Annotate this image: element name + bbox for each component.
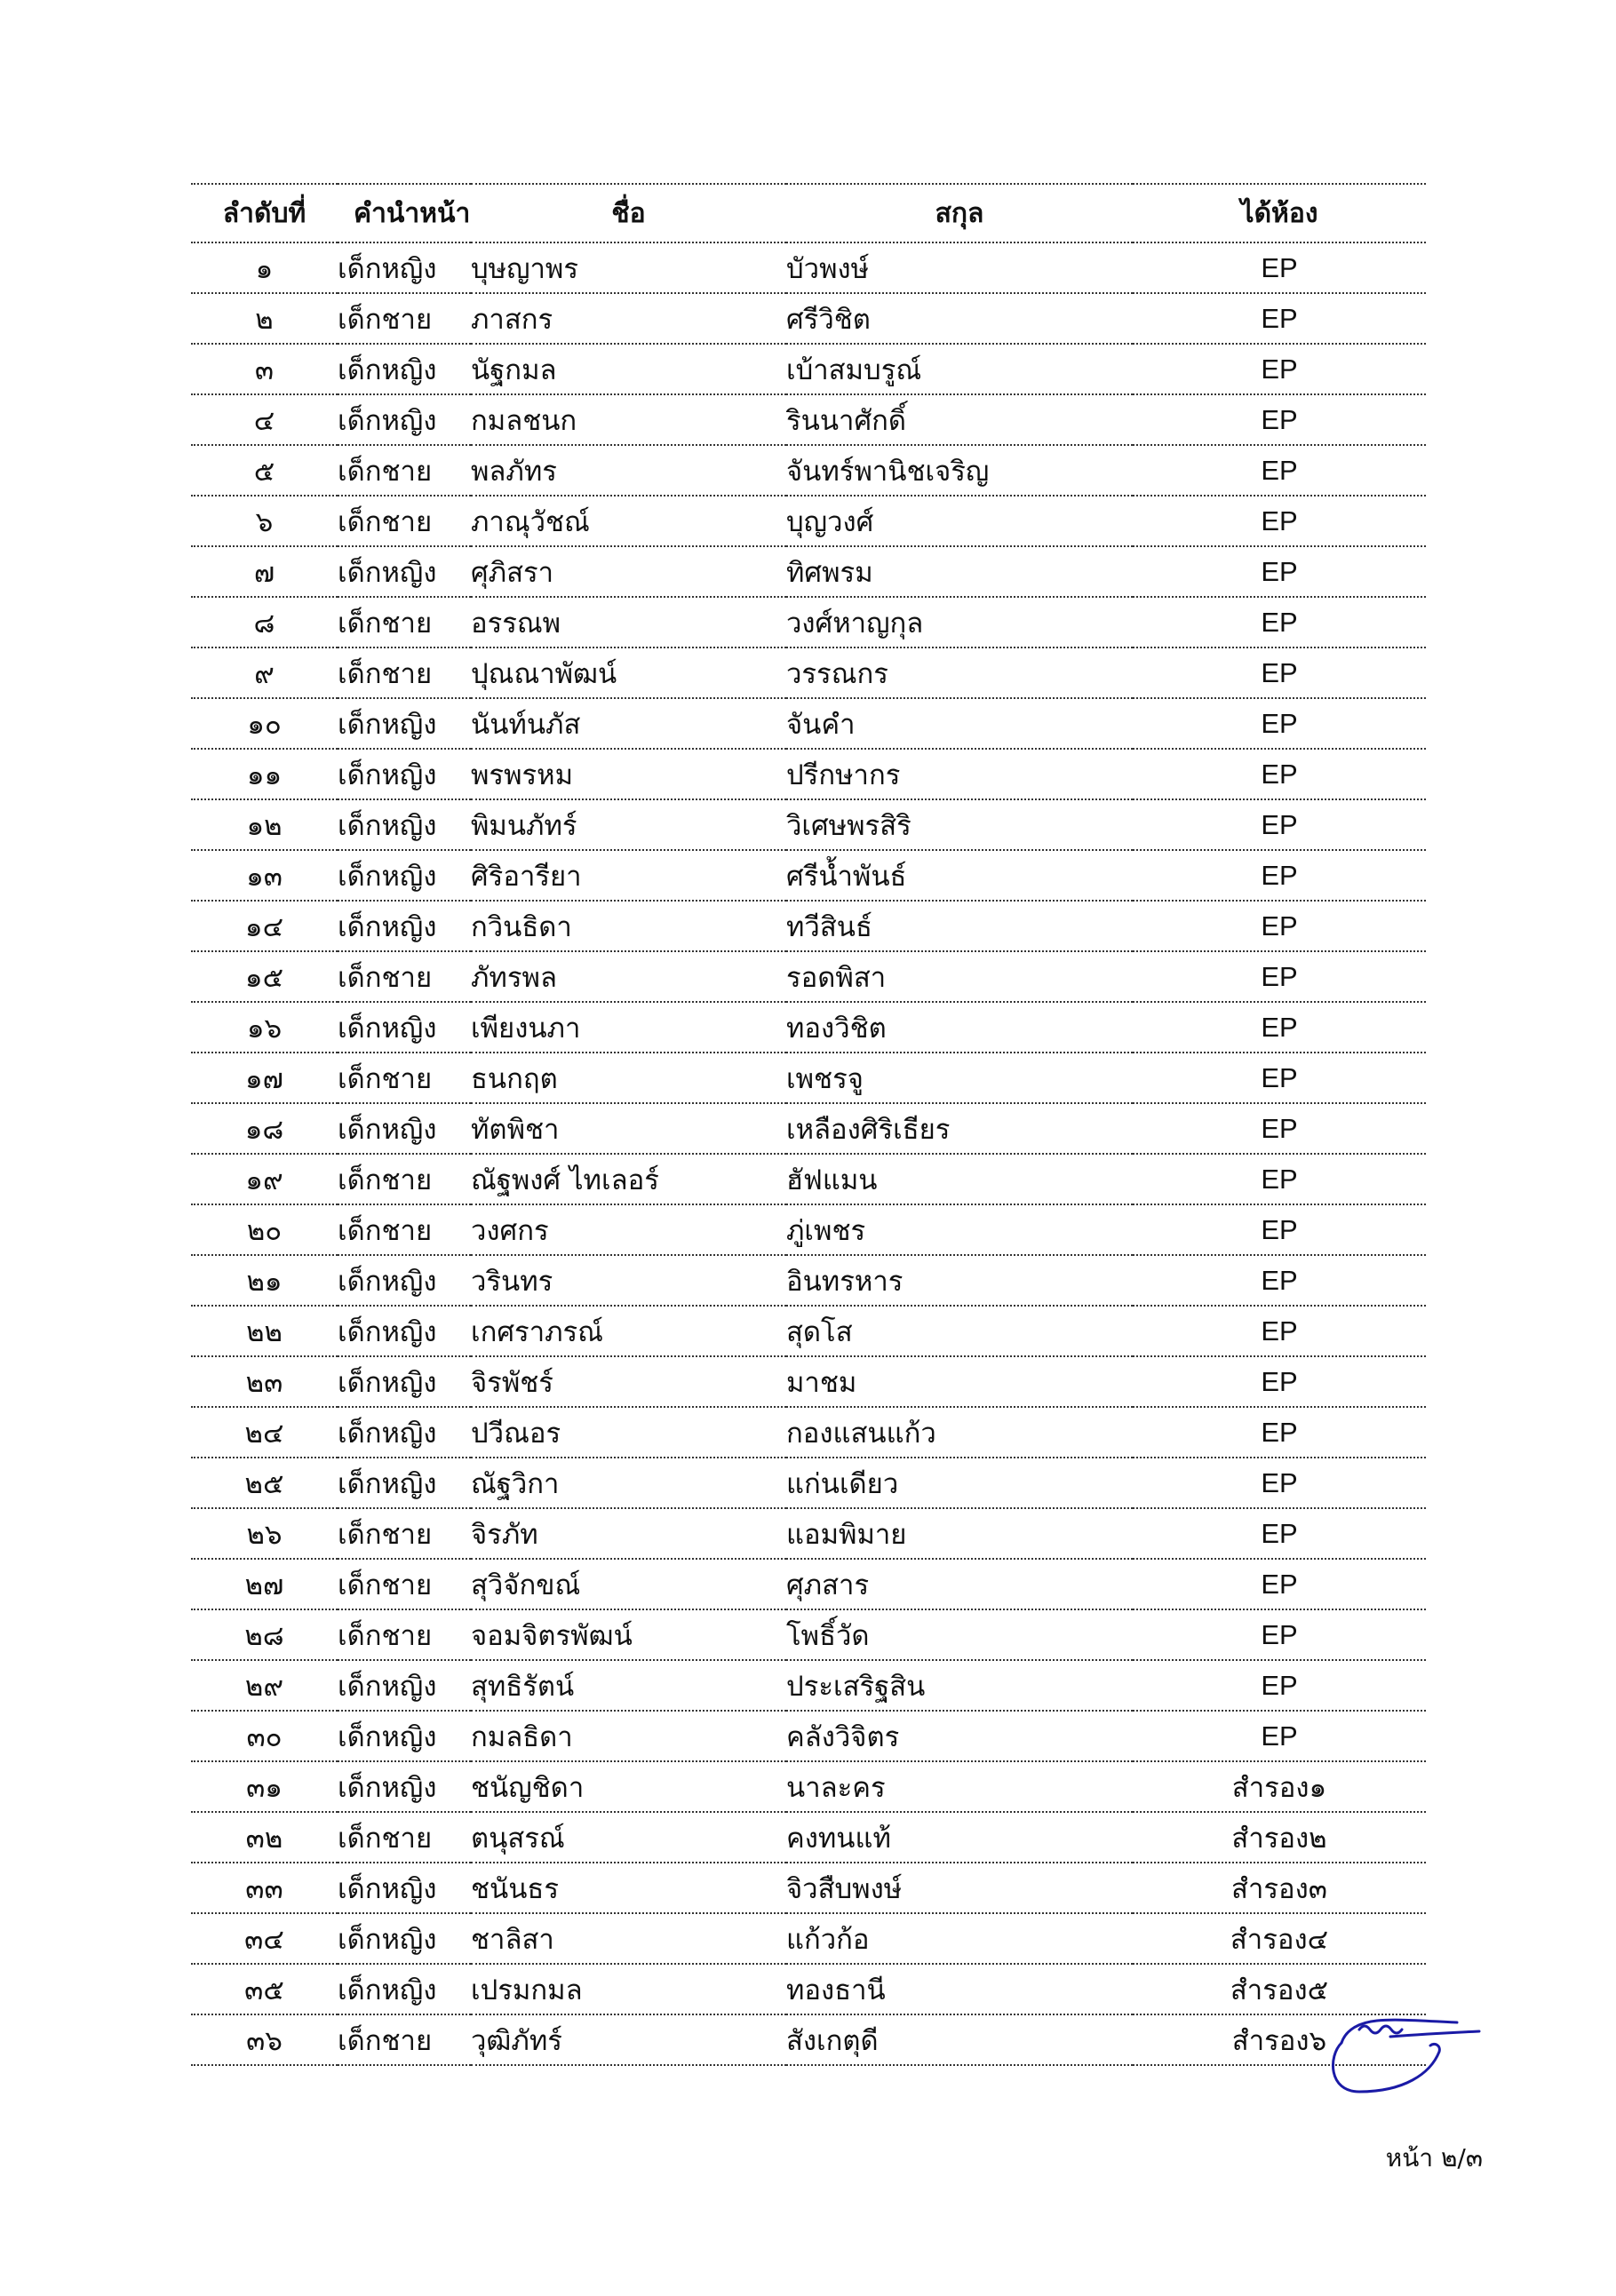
table-row [191, 2014, 1426, 2065]
table-row [191, 1204, 1426, 1255]
cell-surname: ทองวิชิต [786, 1002, 1133, 1053]
cell-surname: จันทร์พานิชเจริญ [786, 445, 1133, 496]
cell-surname: เพชรจู [786, 1053, 1133, 1103]
cell-room: EP [1133, 799, 1426, 850]
cell-room: EP [1133, 597, 1426, 647]
cell-prefix: เด็กหญิง [338, 242, 471, 293]
cell-surname: วรรณกร [786, 647, 1133, 698]
cell-no: ๒๖ [191, 1508, 338, 1559]
cell-name: พิมนภัทร์ [471, 799, 786, 850]
cell-name: ชนันธร [471, 1863, 786, 1913]
cell-room: สำรอง๖ [1133, 2014, 1426, 2065]
cell-prefix: เด็กชาย [338, 1053, 471, 1103]
cell-prefix: เด็กหญิง [338, 344, 471, 394]
cell-no: ๓๕ [191, 1964, 338, 2014]
cell-room: EP [1133, 242, 1426, 293]
cell-surname: อินทรหาร [786, 1255, 1133, 1306]
cell-room: EP [1133, 850, 1426, 901]
cell-no: ๓๔ [191, 1913, 338, 1964]
cell-prefix: เด็กชาย [338, 1204, 471, 1255]
cell-name: ตนุสรณ์ [471, 1812, 786, 1863]
cell-surname: จิวสืบพงษ์ [786, 1863, 1133, 1913]
cell-room: EP [1133, 951, 1426, 1002]
table-row [191, 1913, 1426, 1964]
cell-room: สำรอง๔ [1133, 1913, 1426, 1964]
cell-surname: ศรีวิชิต [786, 293, 1133, 344]
cell-surname: แก่นเดียว [786, 1458, 1133, 1508]
cell-name: วงศกร [471, 1204, 786, 1255]
cell-room: EP [1133, 1154, 1426, 1204]
cell-prefix: เด็กหญิง [338, 1458, 471, 1508]
table-row [191, 1103, 1426, 1154]
cell-prefix: เด็กชาย [338, 445, 471, 496]
cell-surname: จันคำ [786, 698, 1133, 749]
cell-prefix: เด็กหญิง [338, 1306, 471, 1356]
cell-no: ๖ [191, 496, 338, 546]
table-row [191, 799, 1426, 850]
table-row [191, 647, 1426, 698]
cell-surname: เบ้าสมบรูณ์ [786, 344, 1133, 394]
cell-name: กมลธิดา [471, 1711, 786, 1761]
cell-name: เปรมกมล [471, 1964, 786, 2014]
cell-name: เพียงนภา [471, 1002, 786, 1053]
cell-prefix: เด็กหญิง [338, 799, 471, 850]
cell-name: กวินธิดา [471, 901, 786, 951]
cell-room: สำรอง๕ [1133, 1964, 1426, 2014]
cell-room: EP [1133, 749, 1426, 799]
cell-prefix: เด็กหญิง [338, 1711, 471, 1761]
cell-prefix: เด็กหญิง [338, 1103, 471, 1154]
cell-no: ๔ [191, 394, 338, 445]
table-row [191, 951, 1426, 1002]
cell-surname: คลังวิจิตร [786, 1711, 1133, 1761]
cell-name: ภาสกร [471, 293, 786, 344]
cell-no: ๑ [191, 242, 338, 293]
cell-room: EP [1133, 1711, 1426, 1761]
cell-room: EP [1133, 1508, 1426, 1559]
header-prefix: คำนำหน้า [338, 184, 471, 242]
cell-surname: ภู่เพชร [786, 1204, 1133, 1255]
cell-surname: บัวพงษ์ [786, 242, 1133, 293]
cell-surname: สังเกตุดี [786, 2014, 1133, 2065]
cell-surname: คงทนแท้ [786, 1812, 1133, 1863]
table-row [191, 1711, 1426, 1761]
page-number: หน้า ๒/๓ [1385, 2143, 1483, 2173]
cell-no: ๑๒ [191, 799, 338, 850]
cell-no: ๑๑ [191, 749, 338, 799]
cell-no: ๑๗ [191, 1053, 338, 1103]
cell-name: ทัตพิชา [471, 1103, 786, 1154]
cell-no: ๓๒ [191, 1812, 338, 1863]
cell-room: EP [1133, 1053, 1426, 1103]
cell-prefix: เด็กชาย [338, 951, 471, 1002]
cell-name: ปุณณาพัฒน์ [471, 647, 786, 698]
cell-no: ๓๑ [191, 1761, 338, 1812]
cell-surname: สุดโส [786, 1306, 1133, 1356]
cell-name: กมลชนก [471, 394, 786, 445]
cell-room: EP [1133, 1660, 1426, 1711]
cell-no: ๓๖ [191, 2014, 338, 2065]
table-row [191, 242, 1426, 293]
cell-name: พรพรหม [471, 749, 786, 799]
cell-room: EP [1133, 1204, 1426, 1255]
cell-no: ๙ [191, 647, 338, 698]
cell-prefix: เด็กหญิง [338, 1761, 471, 1812]
cell-room: EP [1133, 344, 1426, 394]
cell-prefix: เด็กหญิง [338, 1964, 471, 2014]
cell-room: สำรอง๑ [1133, 1761, 1426, 1812]
cell-prefix: เด็กชาย [338, 1154, 471, 1204]
cell-room: EP [1133, 1458, 1426, 1508]
cell-surname: รอดพิสา [786, 951, 1133, 1002]
cell-name: ชาลิสา [471, 1913, 786, 1964]
roster-table [191, 183, 1426, 2066]
cell-no: ๒๙ [191, 1660, 338, 1711]
cell-prefix: เด็กหญิง [338, 749, 471, 799]
cell-name: วุฒิภัทร์ [471, 2014, 786, 2065]
table-row [191, 1761, 1426, 1812]
cell-surname: แก้วก้อ [786, 1913, 1133, 1964]
table-row [191, 1559, 1426, 1609]
signature-mark [1306, 2003, 1484, 2101]
table-row [191, 344, 1426, 394]
cell-no: ๑๐ [191, 698, 338, 749]
cell-surname: โพธิ์วัด [786, 1609, 1133, 1660]
cell-no: ๑๔ [191, 901, 338, 951]
cell-no: ๓๐ [191, 1711, 338, 1761]
cell-room: EP [1133, 293, 1426, 344]
cell-surname: ทวีสินธ์ [786, 901, 1133, 951]
cell-name: จอมจิตรพัฒน์ [471, 1609, 786, 1660]
cell-name: ศิริอารียา [471, 850, 786, 901]
table-row [191, 1964, 1426, 2014]
cell-room: EP [1133, 647, 1426, 698]
cell-room: สำรอง๓ [1133, 1863, 1426, 1913]
cell-name: จิรภัท [471, 1508, 786, 1559]
cell-name: ภัทรพล [471, 951, 786, 1002]
cell-name: อรรณพ [471, 597, 786, 647]
header-surname: สกุล [786, 184, 1133, 242]
cell-surname: รินนาศักดิ์ [786, 394, 1133, 445]
table-row [191, 1508, 1426, 1559]
table-row [191, 698, 1426, 749]
cell-name: ณัฐวิกา [471, 1458, 786, 1508]
cell-room: EP [1133, 1306, 1426, 1356]
cell-surname: ทิศพรม [786, 546, 1133, 597]
cell-room: EP [1133, 1255, 1426, 1306]
cell-surname: ฮัฟแมน [786, 1154, 1133, 1204]
cell-prefix: เด็กหญิง [338, 546, 471, 597]
roster-table-container [191, 183, 1426, 2066]
table-row [191, 546, 1426, 597]
cell-name: ชนัญชิดา [471, 1761, 786, 1812]
cell-no: ๒๒ [191, 1306, 338, 1356]
table-row [191, 1154, 1426, 1204]
cell-no: ๕ [191, 445, 338, 496]
table-row [191, 1255, 1426, 1306]
cell-prefix: เด็กชาย [338, 496, 471, 546]
cell-no: ๒๓ [191, 1356, 338, 1407]
cell-no: ๒๔ [191, 1407, 338, 1458]
cell-surname: นาละคร [786, 1761, 1133, 1812]
cell-no: ๑๘ [191, 1103, 338, 1154]
table-row [191, 749, 1426, 799]
cell-surname: วิเศษพรสิริ [786, 799, 1133, 850]
cell-room: EP [1133, 1609, 1426, 1660]
cell-name: ณัฐพงศ์ ไทเลอร์ [471, 1154, 786, 1204]
table-row [191, 1812, 1426, 1863]
cell-prefix: เด็กหญิง [338, 1002, 471, 1053]
cell-prefix: เด็กชาย [338, 1508, 471, 1559]
cell-no: ๑๕ [191, 951, 338, 1002]
table-row [191, 1609, 1426, 1660]
table-row [191, 1053, 1426, 1103]
table-row [191, 850, 1426, 901]
cell-surname: ประเสริฐสิน [786, 1660, 1133, 1711]
cell-no: ๒๑ [191, 1255, 338, 1306]
cell-prefix: เด็กชาย [338, 597, 471, 647]
cell-no: ๒๕ [191, 1458, 338, 1508]
cell-room: EP [1133, 1002, 1426, 1053]
table-row [191, 293, 1426, 344]
cell-prefix: เด็กชาย [338, 1812, 471, 1863]
cell-room: EP [1133, 1559, 1426, 1609]
cell-surname: มาชม [786, 1356, 1133, 1407]
cell-no: ๑๖ [191, 1002, 338, 1053]
table-row [191, 1660, 1426, 1711]
cell-prefix: เด็กหญิง [338, 1407, 471, 1458]
cell-no: ๘ [191, 597, 338, 647]
table-row [191, 496, 1426, 546]
table-body [191, 242, 1426, 2065]
cell-surname: เหลืองศิริเธียร [786, 1103, 1133, 1154]
cell-no: ๗ [191, 546, 338, 597]
cell-room: EP [1133, 901, 1426, 951]
header-room: ได้ห้อง [1133, 184, 1426, 242]
table-row [191, 901, 1426, 951]
cell-name: สุทธิรัตน์ [471, 1660, 786, 1711]
cell-room: EP [1133, 698, 1426, 749]
cell-no: ๑๓ [191, 850, 338, 901]
cell-no: ๓ [191, 344, 338, 394]
cell-room: EP [1133, 1103, 1426, 1154]
cell-name: สุวิจักขณ์ [471, 1559, 786, 1609]
cell-name: ธนกฤต [471, 1053, 786, 1103]
cell-name: จิรพัชร์ [471, 1356, 786, 1407]
cell-room: EP [1133, 1356, 1426, 1407]
cell-no: ๒๐ [191, 1204, 338, 1255]
table-row [191, 394, 1426, 445]
cell-name: ภาณุวัชณ์ [471, 496, 786, 546]
header-no: ลำดับที่ [191, 184, 338, 242]
cell-name: ศุภิสรา [471, 546, 786, 597]
cell-prefix: เด็กหญิง [338, 1356, 471, 1407]
cell-prefix: เด็กหญิง [338, 850, 471, 901]
table-row [191, 445, 1426, 496]
cell-no: ๑๙ [191, 1154, 338, 1204]
cell-name: นัฐกมล [471, 344, 786, 394]
cell-surname: กองแสนแก้ว [786, 1407, 1133, 1458]
cell-no: ๒๗ [191, 1559, 338, 1609]
cell-name: ปวีณอร [471, 1407, 786, 1458]
cell-prefix: เด็กชาย [338, 647, 471, 698]
cell-surname: บุญวงศ์ [786, 496, 1133, 546]
cell-surname: ศุภสาร [786, 1559, 1133, 1609]
cell-room: EP [1133, 1407, 1426, 1458]
table-row [191, 1306, 1426, 1356]
cell-surname: ศรีน้ำพันธ์ [786, 850, 1133, 901]
cell-prefix: เด็กชาย [338, 293, 471, 344]
cell-name: วรินทร [471, 1255, 786, 1306]
cell-surname: แอมพิมาย [786, 1508, 1133, 1559]
cell-room: EP [1133, 394, 1426, 445]
table-row [191, 1356, 1426, 1407]
cell-prefix: เด็กชาย [338, 1609, 471, 1660]
cell-surname: ปรีกษากร [786, 749, 1133, 799]
cell-prefix: เด็กชาย [338, 1559, 471, 1609]
cell-prefix: เด็กหญิง [338, 1913, 471, 1964]
cell-name: นันท์นภัส [471, 698, 786, 749]
cell-room: EP [1133, 445, 1426, 496]
table-row [191, 1458, 1426, 1508]
cell-surname: วงศ์หาญกุล [786, 597, 1133, 647]
cell-prefix: เด็กหญิง [338, 1660, 471, 1711]
cell-no: ๒ [191, 293, 338, 344]
table-row [191, 1407, 1426, 1458]
header-name: ชื่อ [471, 184, 786, 242]
cell-prefix: เด็กหญิง [338, 394, 471, 445]
cell-no: ๓๓ [191, 1863, 338, 1913]
cell-name: พลภัทร [471, 445, 786, 496]
table-row [191, 597, 1426, 647]
table-header-row [191, 184, 1426, 242]
cell-name: บุษญาพร [471, 242, 786, 293]
cell-surname: ทองธานี [786, 1964, 1133, 2014]
cell-no: ๒๘ [191, 1609, 338, 1660]
cell-prefix: เด็กชาย [338, 2014, 471, 2065]
cell-prefix: เด็กหญิง [338, 698, 471, 749]
cell-room: สำรอง๒ [1133, 1812, 1426, 1863]
cell-room: EP [1133, 496, 1426, 546]
cell-room: EP [1133, 546, 1426, 597]
cell-prefix: เด็กหญิง [338, 1255, 471, 1306]
table-row [191, 1863, 1426, 1913]
cell-name: เกศราภรณ์ [471, 1306, 786, 1356]
cell-prefix: เด็กหญิง [338, 1863, 471, 1913]
cell-prefix: เด็กหญิง [338, 901, 471, 951]
table-row [191, 1002, 1426, 1053]
